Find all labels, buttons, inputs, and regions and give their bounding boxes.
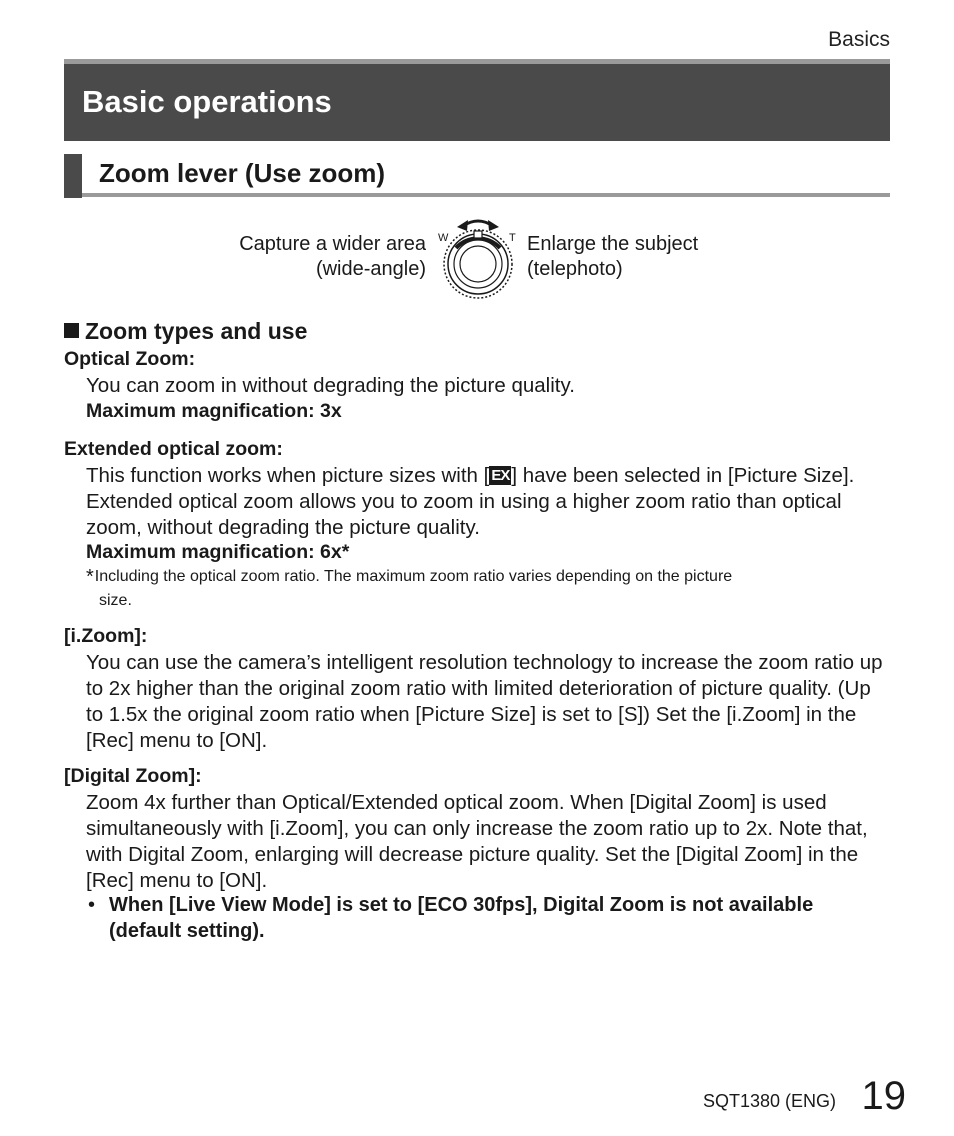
- zoom-types-heading: [64, 318, 307, 345]
- telephoto-caption-line1: Enlarge the subject: [527, 233, 699, 255]
- extended-zoom-text-end: ] have been selected in [Picture Size]. Extended optical zoom allows you to zoom in using a higher zoom ratio than optical zoom, without degrading the picture quality.: [86, 464, 855, 539]
- wide-label: W: [438, 232, 449, 244]
- digital-zoom-text: Zoom 4x further than Optical/Extended optical zoom. When [Digital Zoom] is used simultaneously with [i.Zoom], you can only increase the zoom ratio up to 2x. Note that, with Digital Zoom, enlarging will decrease picture quality. Set the [Digital Zoom] in the [Rec] menu to [ON].: [86, 791, 868, 892]
- telephoto-caption: [527, 232, 698, 282]
- digital-zoom-bullet: [88, 892, 848, 944]
- zoom-types-heading-text: Zoom types and use: [85, 318, 308, 344]
- extended-zoom-text: [86, 463, 886, 541]
- document-code: SQT1380 (ENG): [702, 1091, 836, 1111]
- footnote-asterisk: *: [86, 566, 94, 588]
- extended-zoom-footnote: [86, 565, 876, 612]
- subsection-rule: [82, 193, 890, 197]
- page-title: Basic operations: [82, 84, 332, 119]
- wide-angle-caption-line2: (wide-angle): [315, 258, 426, 280]
- ex-picture-size-icon: EX: [491, 467, 510, 484]
- page-banner: [64, 59, 890, 141]
- digital-zoom-bullet-text: When [Live View Mode] is set to [ECO 30fps], Digital Zoom is not available (default setting).: [109, 894, 814, 942]
- digital-zoom-title: [Digital Zoom]:: [64, 765, 202, 787]
- asterisk-mark: *: [341, 541, 350, 563]
- extended-zoom-max-text: Maximum magnification: 6x: [86, 541, 342, 563]
- subsection-marker: [64, 154, 82, 198]
- wide-angle-caption: [239, 232, 426, 282]
- bullet-dot-icon: •: [88, 894, 96, 916]
- izoom-text: You can use the camera’s intelligent resolution technology to increase the zoom ratio up to 2x higher than the original zoom ratio with limited deterioration of picture quality. (Up to 1.5x the original zoom ratio when [Picture Size] is set to [S]) Set the [i.Zoom] in the [Rec] menu to [ON].: [86, 651, 883, 752]
- footnote-line1: Including the optical zoom ratio. The maximum zoom ratio varies depending on the picture: [94, 568, 733, 585]
- wide-angle-caption-line1: Capture a wider area: [239, 233, 426, 255]
- footnote-line2: size.: [99, 592, 132, 609]
- square-bullet-icon: [64, 323, 79, 338]
- section-label: Basics: [828, 28, 890, 51]
- telephoto-caption-line2: (telephoto): [527, 258, 623, 280]
- tele-label: T: [509, 232, 516, 244]
- zoom-lever-icon: [436, 212, 520, 308]
- optical-zoom-text: You can zoom in without degrading the picture quality.: [86, 374, 575, 397]
- optical-zoom-title: Optical Zoom:: [64, 348, 196, 370]
- extended-zoom-title: Extended optical zoom:: [64, 438, 283, 460]
- optical-zoom-max: Maximum magnification: 3x: [86, 400, 342, 422]
- extended-zoom-max: [86, 541, 349, 564]
- subsection-title: Zoom lever (Use zoom): [99, 158, 386, 188]
- page-number: 19: [861, 1074, 906, 1118]
- izoom-title: [i.Zoom]:: [64, 625, 148, 647]
- extended-zoom-text-start: This function works when picture sizes with [: [86, 464, 490, 487]
